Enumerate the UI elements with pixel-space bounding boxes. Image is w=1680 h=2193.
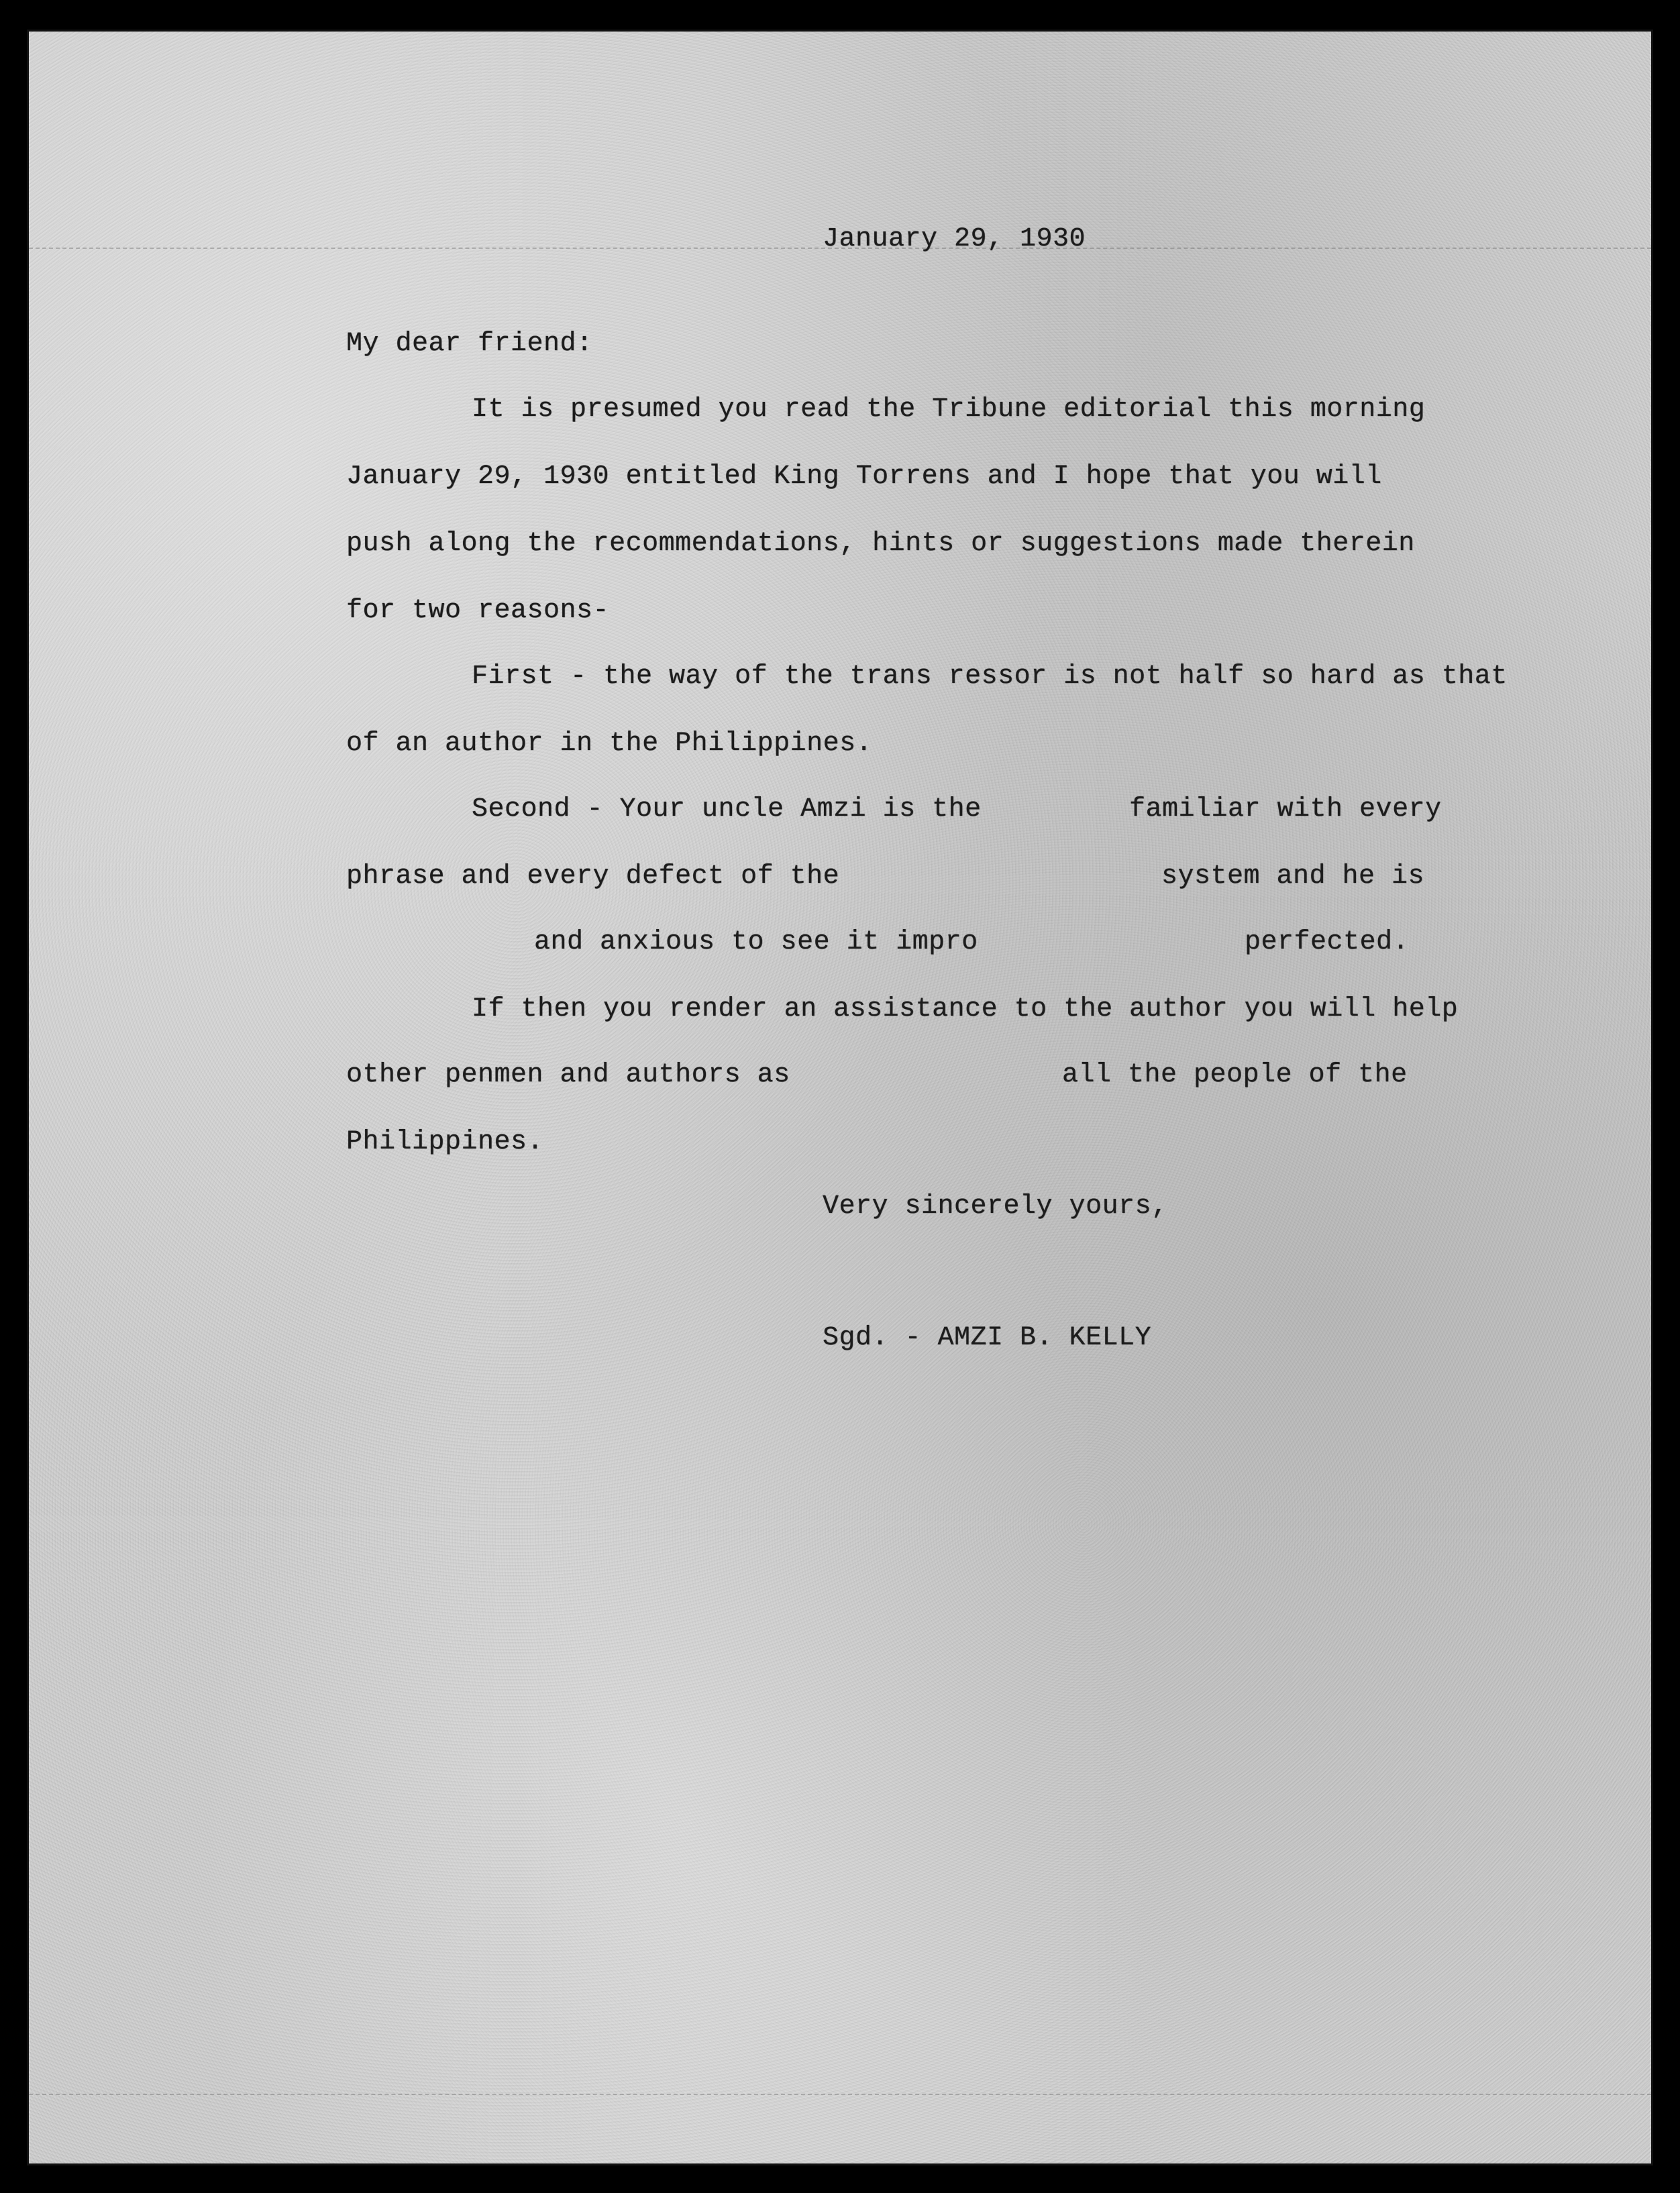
body-line: Second - Your uncle Amzi is the bbox=[472, 794, 982, 824]
closing: Very sincerely yours, bbox=[823, 1191, 1168, 1222]
body-line: Philippines. bbox=[346, 1127, 544, 1157]
letter-date: January 29, 1930 bbox=[823, 224, 1086, 254]
body-line: First - the way of the trans ressor is not half so hard as that bbox=[472, 661, 1508, 692]
bottom-fold-line bbox=[29, 2094, 1651, 2095]
body-line: push along the recommendations, hints or suggestions made therein bbox=[346, 529, 1415, 559]
body-line: for two reasons- bbox=[346, 596, 610, 626]
body-line: January 29, 1930 entitled King Torrens and I hope that you will bbox=[346, 462, 1382, 492]
body-line: other penmen and authors as bbox=[346, 1060, 790, 1090]
body-line: phrase and every defect of the bbox=[346, 861, 840, 892]
body-line: It is presumed you read the Tribune editorial this morning bbox=[472, 394, 1426, 425]
body-line: If then you render an assistance to the author you will help bbox=[472, 994, 1459, 1024]
body-line: and anxious to see it impro bbox=[534, 927, 978, 957]
body-line: familiar with every bbox=[1129, 794, 1442, 824]
body-line: of an author in the Philippines. bbox=[346, 729, 873, 759]
salutation: My dear friend: bbox=[346, 329, 593, 359]
body-line: perfected. bbox=[1245, 927, 1410, 957]
body-line: all the people of the bbox=[1062, 1060, 1408, 1090]
signature: Sgd. - AMZI B. KELLY bbox=[823, 1323, 1152, 1353]
letter-page bbox=[27, 30, 1653, 2165]
body-line: system and he is bbox=[1161, 861, 1425, 892]
